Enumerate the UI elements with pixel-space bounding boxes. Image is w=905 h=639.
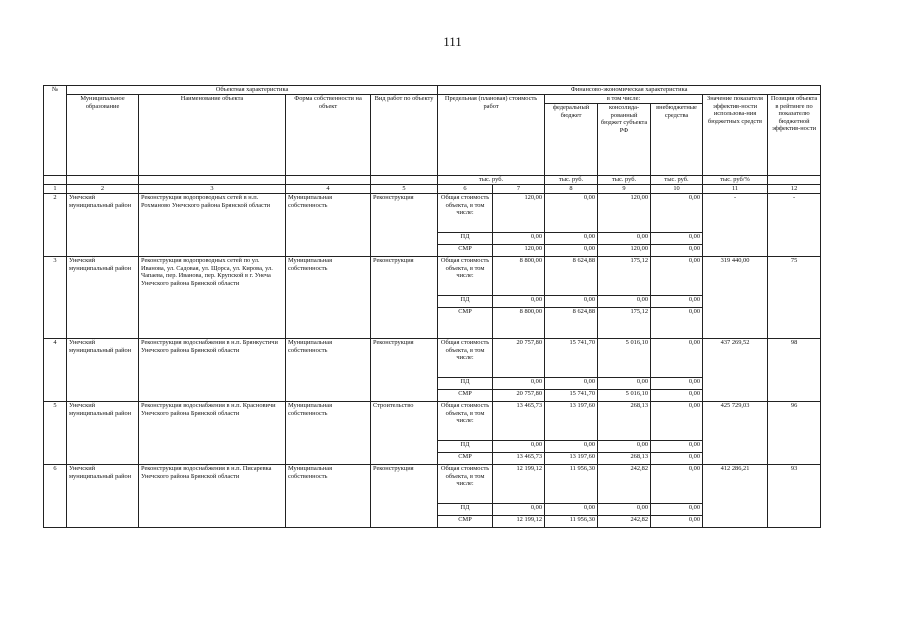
row-pd-extrabudget: 0,00: [651, 296, 703, 308]
row-pd-consolidated: 0,00: [598, 233, 651, 245]
row-object-name: Реконструкция водопроводных сетей по ул. Иванова, ул. Садовая, ул. Щорса, ул. Кирова, ул. Чапаева, пер. Иванова, пер. Крупской в г. Унеча Унечского района Брянской области: [139, 257, 286, 339]
header-object-characteristic: Объектная характеристика: [67, 86, 438, 95]
page-number: 111: [443, 34, 462, 49]
unit-label: тыс. руб.: [598, 176, 651, 185]
row-total-label: Общая стоимость объекта, в том числе:: [438, 402, 493, 441]
row-pd-cost: 0,00: [493, 441, 545, 453]
row-municipal: Унечский муниципальный район: [67, 402, 139, 465]
row-efficiency: 437 269,52: [703, 339, 768, 402]
row-smr-label: СМР: [438, 516, 493, 528]
col-number: 9: [598, 185, 651, 194]
table-row: [44, 339, 821, 378]
row-total-cost: 120,00: [493, 194, 545, 233]
row-smr-label: СМР: [438, 245, 493, 257]
row-smr-federal: 15 741,70: [545, 390, 598, 402]
row-total-cost: 8 800,00: [493, 257, 545, 296]
col-number: 10: [651, 185, 703, 194]
row-municipal: Унечский муниципальный район: [67, 465, 139, 528]
row-pd-label: ПД: [438, 441, 493, 453]
header-consolidated: консолида-рованный бюджет субъекта РФ: [598, 104, 651, 176]
row-pd-federal: 0,00: [545, 441, 598, 453]
table-row: [44, 257, 821, 296]
header-including: в том числе:: [545, 95, 703, 104]
row-pd-label: ПД: [438, 296, 493, 308]
row-pd-cost: 0,00: [493, 233, 545, 245]
row-smr-extrabudget: 0,00: [651, 308, 703, 339]
row-pd-federal: 0,00: [545, 504, 598, 516]
row-smr-extrabudget: 0,00: [651, 390, 703, 402]
row-num: 6: [44, 465, 67, 528]
row-total-label: Общая стоимость объекта, в том числе:: [438, 465, 493, 504]
row-total-federal: 15 741,70: [545, 339, 598, 378]
row-ownership: Муниципальная собственность: [286, 257, 371, 339]
header-rank: Позиция объекта в рейтинге по показателю бюджетной эффектив-ности: [768, 95, 821, 176]
header-object-name: Наименование объекта: [139, 95, 286, 176]
row-smr-consolidated: 120,00: [598, 245, 651, 257]
row-municipal: Унечский муниципальный район: [67, 257, 139, 339]
row-total-consolidated: 242,82: [598, 465, 651, 504]
row-ownership: Муниципальная собственность: [286, 402, 371, 465]
row-object-name: Реконструкция водоснабжения в н.п. Брянкустичи Унечского района Брянской области: [139, 339, 286, 402]
header-federal: федеральный бюджет: [545, 104, 598, 176]
table-row: [44, 465, 821, 504]
row-efficiency: 425 729,03: [703, 402, 768, 465]
row-total-federal: 8 624,88: [545, 257, 598, 296]
table-row: [44, 402, 821, 441]
row-smr-federal: 0,00: [545, 245, 598, 257]
row-pd-federal: 0,00: [545, 378, 598, 390]
row-ownership: Муниципальная собственность: [286, 465, 371, 528]
row-num: 2: [44, 194, 67, 257]
row-pd-label: ПД: [438, 504, 493, 516]
header-financial-characteristic: Финансово-экономическая характеристика: [438, 86, 821, 95]
col-number: 4: [286, 185, 371, 194]
row-total-extrabudget: 0,00: [651, 465, 703, 504]
row-pd-cost: 0,00: [493, 378, 545, 390]
row-pd-extrabudget: 0,00: [651, 441, 703, 453]
row-smr-federal: 8 624,88: [545, 308, 598, 339]
row-pd-extrabudget: 0,00: [651, 378, 703, 390]
row-municipal: Унечский муниципальный район: [67, 194, 139, 257]
row-num: 4: [44, 339, 67, 402]
col-number: 1: [44, 185, 67, 194]
row-ownership: Муниципальная собственность: [286, 339, 371, 402]
row-smr-label: СМР: [438, 453, 493, 465]
row-total-extrabudget: 0,00: [651, 339, 703, 378]
row-num: 3: [44, 257, 67, 339]
row-efficiency: 319 440,00: [703, 257, 768, 339]
row-total-federal: 11 956,30: [545, 465, 598, 504]
row-pd-consolidated: 0,00: [598, 296, 651, 308]
row-smr-extrabudget: 0,00: [651, 245, 703, 257]
row-efficiency: -: [703, 194, 768, 257]
row-object-name: Реконструкция водоснабжения в н.п. Писаревка Унечского района Брянской области: [139, 465, 286, 528]
row-rank: 96: [768, 402, 821, 465]
header-ownership: Форма собственности на объект: [286, 95, 371, 176]
col-number: 5: [371, 185, 438, 194]
row-smr-consolidated: 242,82: [598, 516, 651, 528]
row-total-label: Общая стоимость объекта, в том числе:: [438, 339, 493, 378]
row-pd-consolidated: 0,00: [598, 378, 651, 390]
row-total-federal: 0,00: [545, 194, 598, 233]
row-work-type: Строительство: [371, 402, 438, 465]
row-municipal: Унечский муниципальный район: [67, 339, 139, 402]
row-total-consolidated: 5 016,10: [598, 339, 651, 378]
row-pd-cost: 0,00: [493, 296, 545, 308]
row-pd-federal: 0,00: [545, 233, 598, 245]
header-extrabudget: внебюджетные средства: [651, 104, 703, 176]
row-object-name: Реконструкция водопроводных сетей в н.п. Рохманово Унечского района Брянской области: [139, 194, 286, 257]
row-smr-cost: 12 199,12: [493, 516, 545, 528]
row-pd-label: ПД: [438, 233, 493, 245]
row-work-type: Реконструкция: [371, 194, 438, 257]
row-smr-cost: 8 800,00: [493, 308, 545, 339]
row-pd-cost: 0,00: [493, 504, 545, 516]
col-number: 11: [703, 185, 768, 194]
header-num: №: [44, 86, 67, 176]
col-number: 6: [438, 185, 493, 194]
col-number: 8: [545, 185, 598, 194]
unit-label: тыс. руб.: [438, 176, 545, 185]
row-rank: 98: [768, 339, 821, 402]
header-efficiency: Значение показателя эффектив-ности использова-ния бюджетных средств: [703, 95, 768, 176]
row-efficiency: 412 286,21: [703, 465, 768, 528]
row-total-consolidated: 175,12: [598, 257, 651, 296]
row-smr-federal: 11 956,30: [545, 516, 598, 528]
row-smr-consolidated: 268,13: [598, 453, 651, 465]
row-smr-extrabudget: 0,00: [651, 453, 703, 465]
row-work-type: Реконструкция: [371, 465, 438, 528]
row-smr-federal: 13 197,60: [545, 453, 598, 465]
row-total-label: Общая стоимость объекта, в том числе:: [438, 194, 493, 233]
row-num: 5: [44, 402, 67, 465]
row-rank: 75: [768, 257, 821, 339]
row-total-consolidated: 120,00: [598, 194, 651, 233]
row-total-cost: 12 199,12: [493, 465, 545, 504]
row-total-cost: 20 757,80: [493, 339, 545, 378]
unit-label: тыс. руб.: [651, 176, 703, 185]
row-pd-federal: 0,00: [545, 296, 598, 308]
header-work-type: Вид работ по объекту: [371, 95, 438, 176]
row-work-type: Реконструкция: [371, 257, 438, 339]
unit-label: тыс. руб.: [545, 176, 598, 185]
investment-objects-table: [43, 85, 821, 528]
row-total-cost: 13 465,73: [493, 402, 545, 441]
col-number: 7: [493, 185, 545, 194]
header-municipal: Муниципальное образование: [67, 95, 139, 176]
col-number: 12: [768, 185, 821, 194]
row-smr-label: СМР: [438, 390, 493, 402]
row-total-extrabudget: 0,00: [651, 257, 703, 296]
row-smr-consolidated: 5 016,10: [598, 390, 651, 402]
row-smr-consolidated: 175,12: [598, 308, 651, 339]
row-smr-cost: 20 757,80: [493, 390, 545, 402]
row-total-extrabudget: 0,00: [651, 402, 703, 441]
row-work-type: Реконструкция: [371, 339, 438, 402]
unit-label: тыс. руб/%: [703, 176, 768, 185]
row-smr-label: СМР: [438, 308, 493, 339]
row-pd-consolidated: 0,00: [598, 441, 651, 453]
row-smr-cost: 120,00: [493, 245, 545, 257]
header-max-cost: Предельная (плановая) стоимость работ: [438, 95, 545, 176]
row-rank: -: [768, 194, 821, 257]
row-pd-consolidated: 0,00: [598, 504, 651, 516]
row-rank: 93: [768, 465, 821, 528]
row-pd-extrabudget: 0,00: [651, 233, 703, 245]
row-total-label: Общая стоимость объекта, в том числе:: [438, 257, 493, 296]
col-number: 2: [67, 185, 139, 194]
row-pd-label: ПД: [438, 378, 493, 390]
col-number: 3: [139, 185, 286, 194]
table-row: [44, 194, 821, 233]
row-total-federal: 13 197,60: [545, 402, 598, 441]
row-smr-extrabudget: 0,00: [651, 516, 703, 528]
row-total-extrabudget: 0,00: [651, 194, 703, 233]
row-pd-extrabudget: 0,00: [651, 504, 703, 516]
row-object-name: Реконструкция водоснабжения в н.п. Красновичи Унечского района Брянской области: [139, 402, 286, 465]
row-ownership: Муниципальная собственность: [286, 194, 371, 257]
row-smr-cost: 13 465,73: [493, 453, 545, 465]
row-total-consolidated: 268,13: [598, 402, 651, 441]
